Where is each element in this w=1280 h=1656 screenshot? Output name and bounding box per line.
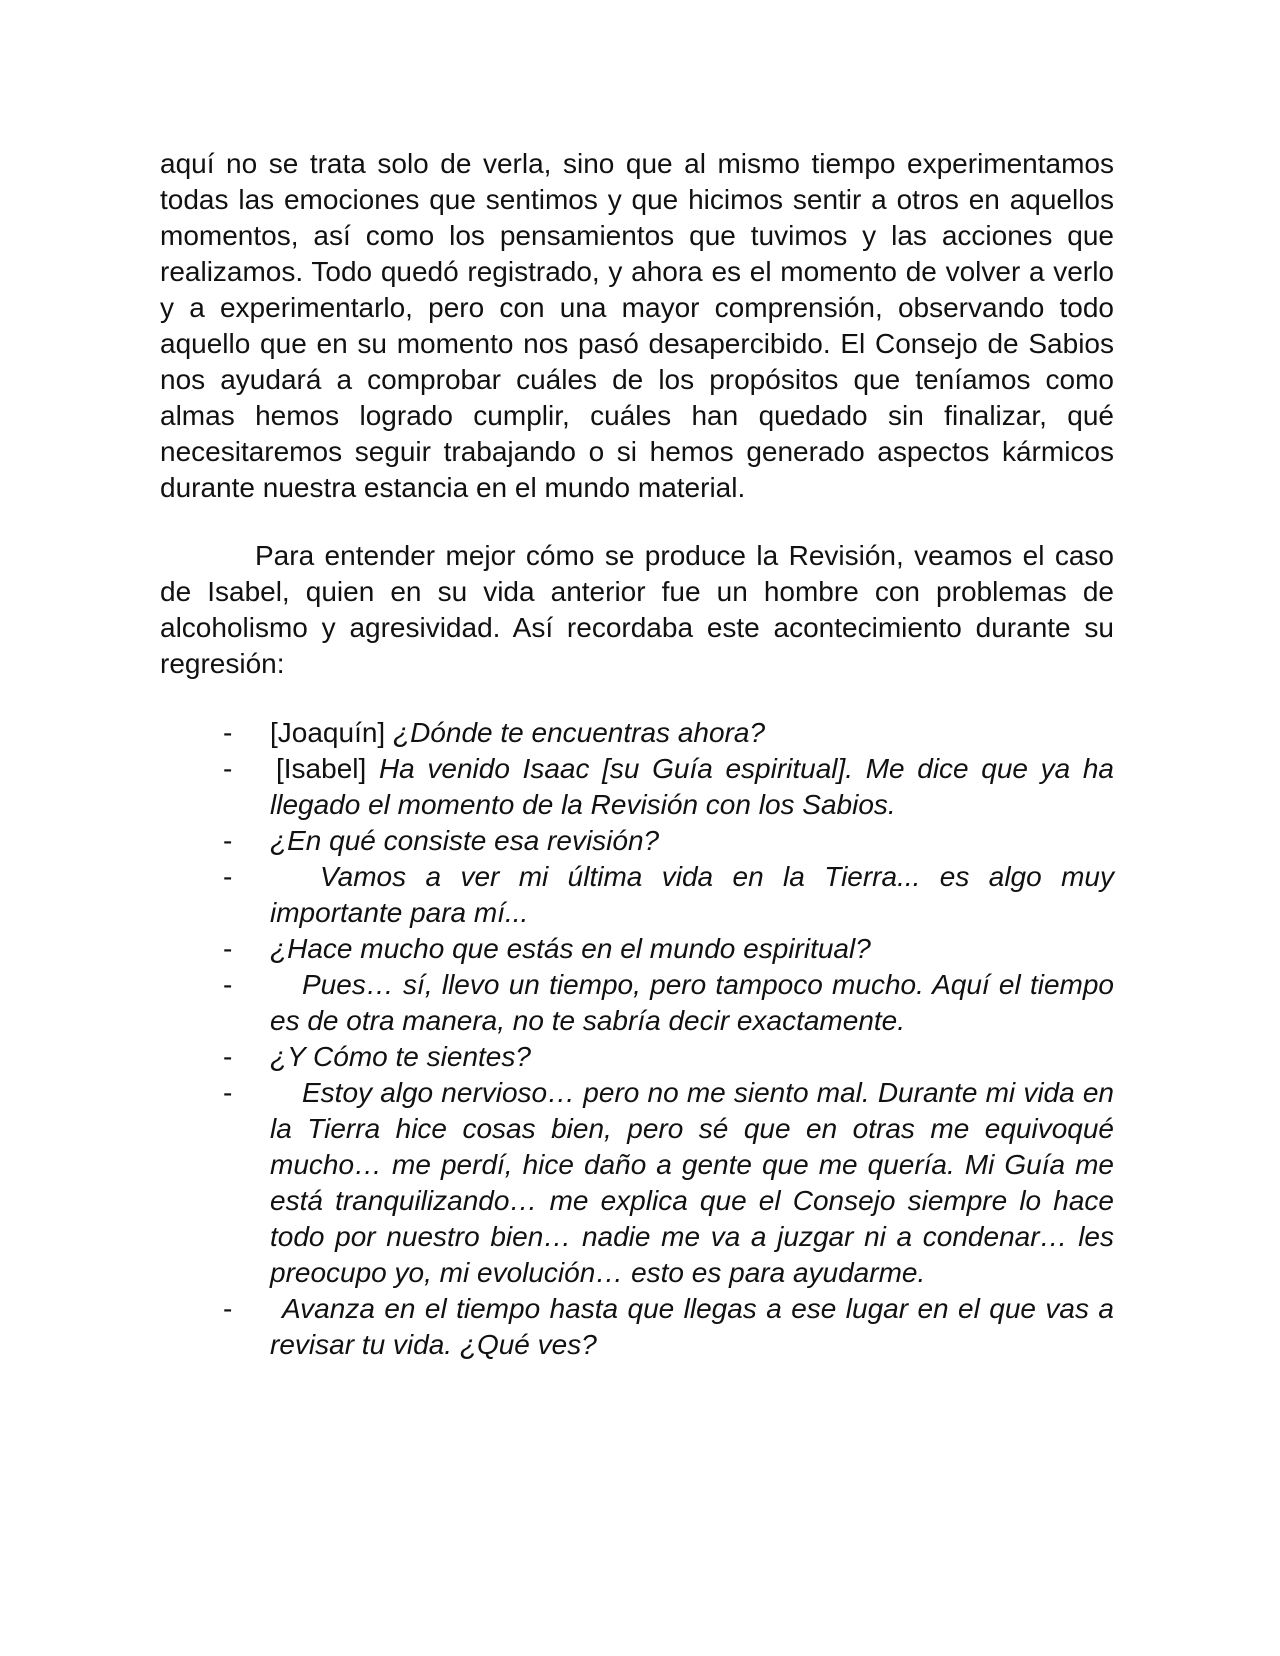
speaker-label: [Isabel]: [276, 753, 367, 784]
dialogue-dash: -: [223, 1293, 233, 1324]
dialogue-text: Estoy algo nervioso… pero no me siento mal. Durante mi vida en la Tierra hice cosas bien, pero sé que en otras me equivoqué mucho… me perdí, hice daño a gente que me quería. Mi Guía me está tranquilizando… me explica que el Consejo siempre lo hace todo por nuestro bien… nadie me va a juzgar ni a condenar… les preocupo yo, mi evolución… esto es para ayudarme.: [270, 1077, 1114, 1288]
dialogue-dash: -: [223, 861, 233, 892]
document-page: [160, 146, 1114, 1363]
regression-dialogue: [160, 715, 1114, 1363]
dialogue-dash: -: [223, 753, 233, 784]
dialogue-line: [160, 823, 1114, 859]
dialogue-line: [160, 1291, 1114, 1363]
dialogue-line: [160, 859, 1114, 931]
dialogue-line: [160, 967, 1114, 1039]
dialogue-text: ¿Y Cómo te sientes?: [270, 1041, 531, 1072]
dialogue-line: [160, 715, 1114, 751]
dialogue-dash: -: [223, 717, 233, 748]
dialogue-dash: -: [223, 825, 233, 856]
dialogue-line: [160, 751, 1114, 823]
body-paragraph-1: aquí no se trata solo de verla, sino que al mismo tiempo experimentamos todas las emociones que sentimos y que hicimos sentir a otros en aquellos momentos, así como los pensamientos que tuvimos y las acciones que realizamos. Todo quedó registrado, y ahora es el momento de volver a verlo y a experimentarlo, pero con una mayor comprensión, observando todo aquello que en su momento nos pasó desapercibido. El Consejo de Sabios nos ayudará a comprobar cuáles de los propósitos que teníamos como almas hemos logrado cumplir, cuáles han quedado sin finalizar, qué necesitaremos seguir trabajando o si hemos generado aspectos kármicos durante nuestra estancia en el mundo material.: [160, 148, 1114, 503]
dialogue-text: Vamos a ver mi última vida en la Tierra... es algo muy importante para mí...: [270, 861, 1114, 928]
dialogue-dash: -: [223, 969, 233, 1000]
dialogue-text: Pues… sí, llevo un tiempo, pero tampoco mucho. Aquí el tiempo es de otra manera, no te sabría decir exactamente.: [270, 969, 1114, 1036]
dialogue-text: ¿Hace mucho que estás en el mundo espiritual?: [270, 933, 871, 964]
dialogue-text: ¿Dónde te encuentras ahora?: [392, 717, 766, 748]
dialogue-line: [160, 1039, 1114, 1075]
body-paragraph-2: Para entender mejor cómo se produce la Revisión, veamos el caso de Isabel, quien en su vida anterior fue un hombre con problemas de alcoholismo y agresividad. Así recordaba este acontecimiento durante su regresión:: [160, 540, 1114, 679]
speaker-label: [Joaquín]: [270, 717, 386, 748]
dialogue-line: [160, 1075, 1114, 1291]
dialogue-dash: -: [223, 1077, 233, 1108]
dialogue-dash: -: [223, 933, 233, 964]
dialogue-line: [160, 931, 1114, 967]
dialogue-text: ¿En qué consiste esa revisión?: [270, 825, 660, 856]
dialogue-text: Avanza en el tiempo hasta que llegas a ese lugar en el que vas a revisar tu vida. ¿Qué ves?: [270, 1293, 1114, 1360]
dialogue-dash: -: [223, 1041, 233, 1072]
dialogue-text: Ha venido Isaac [su Guía espiritual]. Me dice que ya ha llegado el momento de la Revisión con los Sabios.: [270, 753, 1114, 820]
